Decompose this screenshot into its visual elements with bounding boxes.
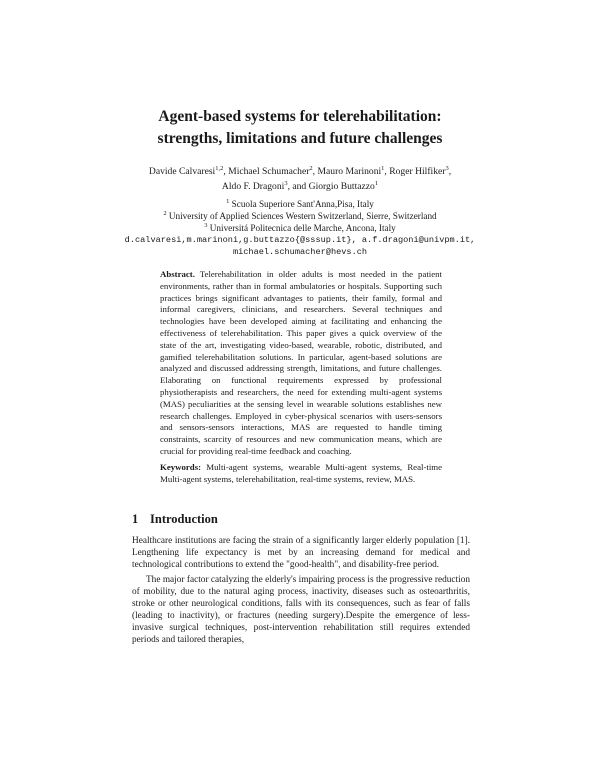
paper-title (100, 106, 500, 150)
author-name: Aldo F. Dragoni (221, 181, 285, 192)
section-number: 1 (132, 512, 139, 526)
author-name: Mauro Marinoni (317, 166, 382, 177)
author-name: Michael Schumacher (228, 166, 310, 177)
affiliation-1: $^1$ Scuola Superiore Sant'Anna,Pisa, Italy (226, 197, 374, 209)
author-affil-mark: 1,2 (215, 164, 224, 172)
paragraph: The major factor catalyzing the elderly's impairing process is the progressive reduction of mobility, due to the natural aging process, inactivity, diseases such as osteoarthritis, stroke or other neurological conditions, falls with its consequences, such as fear of falls (leading to inactivity), or fractures (needing surgery).Despite the emergence of less-invasive surgical techniques, post-intervention rehabilitation still requires extended periods and tailored therapies, (132, 575, 470, 645)
keywords-label: Keywords: (160, 462, 202, 472)
title-line-2: strengths, limitations and future challenges (157, 130, 443, 147)
title-line-1: Agent-based systems for telerehabilitation: (158, 108, 442, 125)
abstract (160, 269, 442, 458)
author-name: Davide Calvaresi (148, 166, 216, 177)
abstract-text: Telerehabilitation in older adults is most needed in the patient environments, rather than in formal ambulatories or hospitals. Supporting such practices brings significant advantages to patients, their family, formal and informal caregivers, clinicians, and researchers. Several techniques and technologies have been developed aiming at facilitating and enhancing the effectiveness of telerehabilitation. This paper gives a quick overview of the state of the art, investigating video-based, wearable, robotic, distributed, and gamified telerehabilitation solutions. In particular, agent-based solutions are analyzed and discussed addressing strength, limitations, and future challenges. Elaborating on functional requirements expressed by professional physiotherapists and researchers, the need for extending multi-agent systems (MAS) peculiarities at the sensing level in wearable solutions establishes new research challenges. Employed in cyber-physical scenarios with users-sensors and sensors-sensors interactions, MAS are requested to handle timing constraints, scarcity of resources and new communication means, which are crucial for providing real-time feedback and coaching. (160, 269, 442, 456)
keywords (160, 462, 442, 486)
author-line-1: Davide Calvaresi$^{1,2}$, Michael Schumacher$^2$, Mauro Marinoni$^1$, Roger Hilfiker$^3$, (148, 164, 452, 177)
author-name: Giorgio Buttazzo (308, 181, 375, 192)
author-list (110, 164, 490, 194)
affiliation-2: $^2$ University of Applied Sciences Western Switzerland, Sierre, Switzerland (163, 209, 437, 221)
keywords-text: Multi-agent systems, wearable Multi-agent systems, Real-time Multi-agent systems, telerehabilitation, real-time systems, review, MAS. (160, 462, 443, 484)
email-line-2: michael.schumacher@hevs.ch (232, 247, 368, 257)
author-affil-mark: 1 (381, 164, 385, 172)
author-affil-mark: 2 (309, 164, 313, 172)
paragraph: Healthcare institutions are facing the strain of a significantly larger elderly population [1]. Lengthening life expectancy is met by an increasing demand for medical and technological contributions to extend the "good-health", and disability-free period. (132, 536, 470, 570)
affiliation-3: $^3$ Universitá Politecnica delle Marche, Ancona, Italy (204, 221, 396, 233)
author-affil-mark: 1 (374, 179, 379, 187)
affiliations (110, 198, 490, 258)
author-name: Roger Hilfiker (389, 166, 446, 177)
author-affil-mark: 3 (284, 179, 288, 187)
body-text (132, 535, 470, 646)
author-line-2: Aldo F. Dragoni$^3$, and Giorgio Buttazzo$^1$ (221, 179, 379, 192)
section-heading (132, 512, 218, 527)
email-line-1: d.calvaresi,m.marinoni,g.buttazzo{@sssup.it}, a.f.dragoni@univpm.it, (124, 235, 476, 245)
author-affil-mark: 3 (445, 164, 449, 172)
abstract-label: Abstract. (160, 269, 195, 279)
section-title: Introduction (150, 512, 218, 526)
